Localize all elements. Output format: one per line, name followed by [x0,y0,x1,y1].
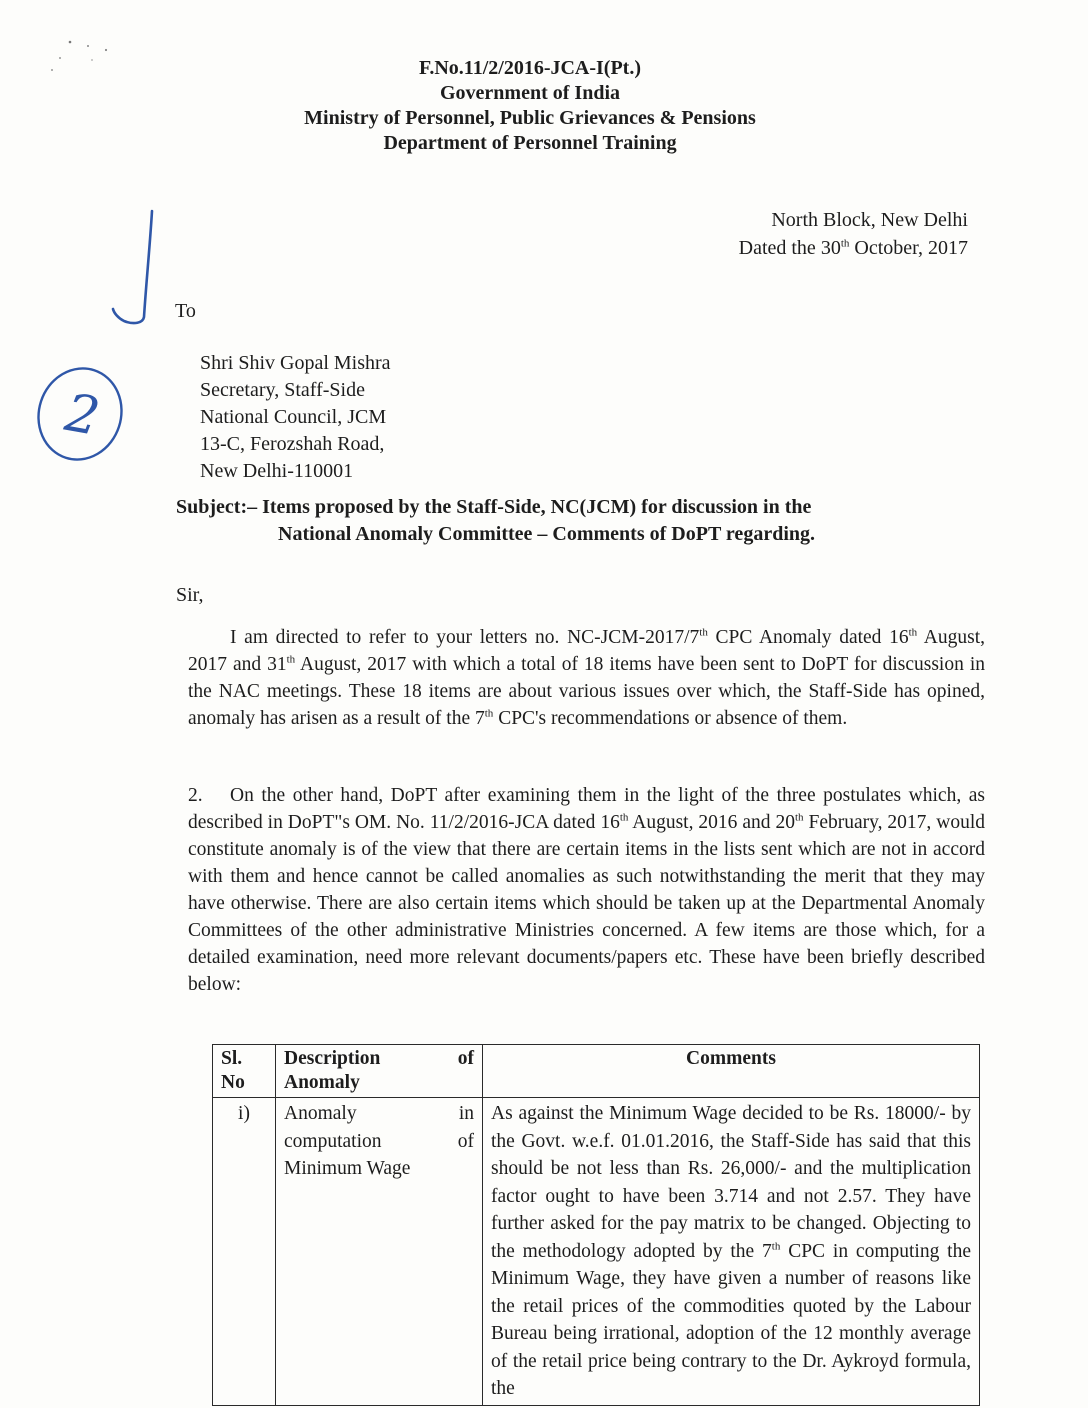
address-line: New Delhi-110001 [200,460,354,482]
date: Dated the 30th October, 2017 [738,237,968,259]
address-line: 13-C, Ferozshah Road, [200,433,385,455]
cell-sl-no: i) [213,1098,276,1406]
place: North Block, New Delhi [771,209,968,231]
handwritten-tick-mark [104,205,164,330]
letter-header [250,56,810,156]
header-comments: Comments [483,1045,980,1098]
anomaly-table [212,1044,980,1406]
ministry-name: Ministry of Personnel, Public Grievances & Pensions [304,107,756,129]
cell-comments: As against the Minimum Wage decided to be Rs. 18000/- by the Govt. w.e.f. 01.01.2016, the Staff-Side has said that this should be not less than Rs. 26,000/- and the multiplication factor ought to have been 3.714 and not 2.57. They have further asked for the pay matrix to be changed. Objecting to the methodology adopted by the 7th CPC in computing the Minimum Wage, they have given a number of reasons like the retail prices of the commodities quoted by the Labour Bureau being irrational, adoption of the 12 monthly average of the retail price being contrary to the Dr. Aykroyd formula, the [483,1098,980,1406]
header-sl-no: Sl. No [213,1045,276,1098]
subject-text-line1: Items proposed by the Staff-Side, NC(JCM) for discussion in the [262,496,812,518]
table-row [213,1098,980,1406]
address-line: National Council, JCM [200,406,387,428]
paragraph-1: I am directed to refer to your letters no. NC-JCM-2017/7th CPC Anomaly dated 16th August, 2017 and 31th August, 2017 with which a total of 18 items have been sent to DoPT for discussion in the NAC meetings. These 18 items are about various issues over which, the Staff-Side has opined, anomaly has arisen as a result of the 7th CPC's recommendations or absence of them. [188,626,986,729]
file-number: F.No.11/2/2016-JCA-I(Pt.) [418,57,642,79]
paragraph-2: 2. On the other hand, DoPT after examining them in the light of the three postulates which, as described in DoPT"s OM. No. 11/2/2016-JCA dated 16th August, 2016 and 20th February, 2017, would constitute anomaly is of the view that there are certain items in the lists sent which are not in accord with them and hence cannot be called anomalies as such notwithstanding the merit that they may have otherwise. There are also certain items which should be taken up at the Departmental Anomaly Committees of the other administrative Ministries concerned. A few items are those which, for a detailed examination, need more relevant documents/papers etc. These have been briefly described below: [188,782,985,998]
circled-number-text: 2 [60,383,104,448]
recipient-address [200,350,391,485]
subject-text-line2: National Anomaly Committee – Comments of DoPT regarding. [278,523,815,545]
header-description: Description of Anomaly [276,1045,483,1098]
subject-line [176,494,986,548]
handwritten-circled-number [24,362,134,472]
subject-label: Subject:– [176,496,258,518]
address-line: Secretary, Staff-Side [200,379,365,401]
salutation: Sir, [176,584,204,606]
cell-description: Anomaly in computation of Minimum Wage [276,1098,483,1406]
address-line: Shri Shiv Gopal Mishra [200,352,391,374]
paragraph-number: 2. [188,785,203,806]
scan-specks [40,30,130,80]
table-header-row [213,1045,980,1098]
to-label: To [175,300,196,322]
department-name: Department of Personnel Training [383,132,677,154]
place-and-date [739,206,968,262]
government-name: Government of India [440,82,620,104]
